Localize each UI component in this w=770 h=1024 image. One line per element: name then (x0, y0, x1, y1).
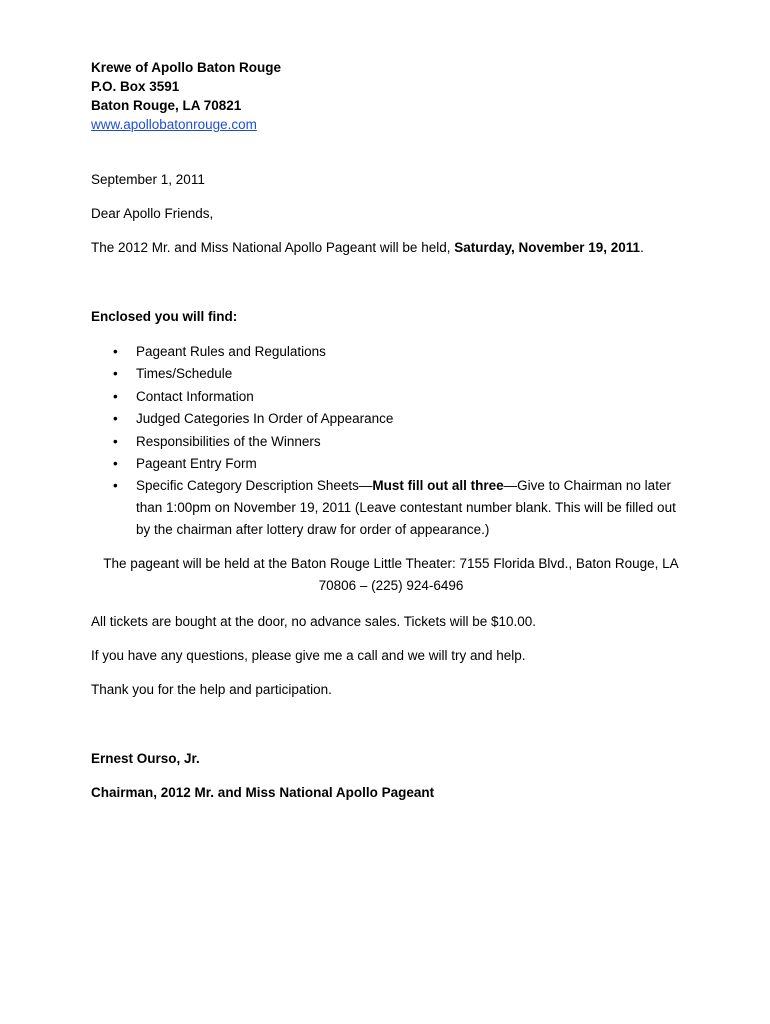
enclosed-heading: Enclosed you will find: (91, 309, 238, 324)
list-item: • Times/Schedule (91, 363, 691, 385)
letter-date: September 1, 2011 (91, 172, 205, 187)
sender-city: Baton Rouge, LA 70821 (91, 98, 242, 113)
list-item: • Contact Information (91, 386, 691, 408)
signature-name: Ernest Ourso, Jr. (91, 751, 200, 767)
bullet-icon: • (113, 344, 118, 359)
venue-line-1: The pageant will be held at the Baton Rouge Little Theater: 7155 Florida Blvd., Baton Rouge, LA (103, 556, 679, 572)
website-link[interactable]: www.apollobatonrouge.com (91, 117, 257, 132)
bullet-icon: • (113, 388, 118, 404)
tickets-paragraph: All tickets are bought at the door, no advance sales. Tickets will be $10.00. (91, 614, 537, 630)
bullet-icon: • (113, 411, 118, 427)
intro-suffix: . (640, 240, 644, 255)
list-item: • Specific Category Description Sheets—Must fill out all three—Give to Chairman no later than 1:00pm on November 19, 2011 (Leave contestant number blank. This will be filled out by the chairman after lottery draw for order of appearance.) (91, 475, 686, 540)
list-item: • Responsibilities of the Winners (91, 431, 691, 453)
sender-org: Krewe of Apollo Baton Rouge (91, 60, 281, 75)
thanks-paragraph: Thank you for the help and participation. (91, 682, 332, 698)
intro-prefix: The 2012 Mr. and Miss National Apollo Pageant will be held, (91, 240, 455, 255)
bullet-icon: • (113, 478, 118, 494)
intro-date: Saturday, November 19, 2011 (454, 240, 641, 255)
enclosed-list (91, 341, 691, 540)
intro-paragraph (91, 238, 691, 257)
venue-line-2: 70806 – (225) 924-6496 (318, 578, 464, 594)
signature-title: Chairman, 2012 Mr. and Miss National Apollo Pageant (91, 785, 435, 801)
bullet-icon: • (113, 366, 118, 382)
letter (91, 58, 691, 802)
salutation: Dear Apollo Friends, (91, 206, 214, 221)
bullet-icon: • (113, 456, 118, 472)
list-item: • Judged Categories In Order of Appearance (91, 408, 691, 430)
sender-pobox: P.O. Box 3591 (91, 79, 180, 94)
venue-paragraph (91, 553, 691, 597)
questions-paragraph: If you have any questions, please give me a call and we will try and help. (91, 648, 526, 664)
list-item: • Pageant Rules and Regulations (91, 341, 691, 363)
bullet-icon: • (113, 433, 118, 449)
list-item: • Pageant Entry Form (91, 453, 691, 475)
